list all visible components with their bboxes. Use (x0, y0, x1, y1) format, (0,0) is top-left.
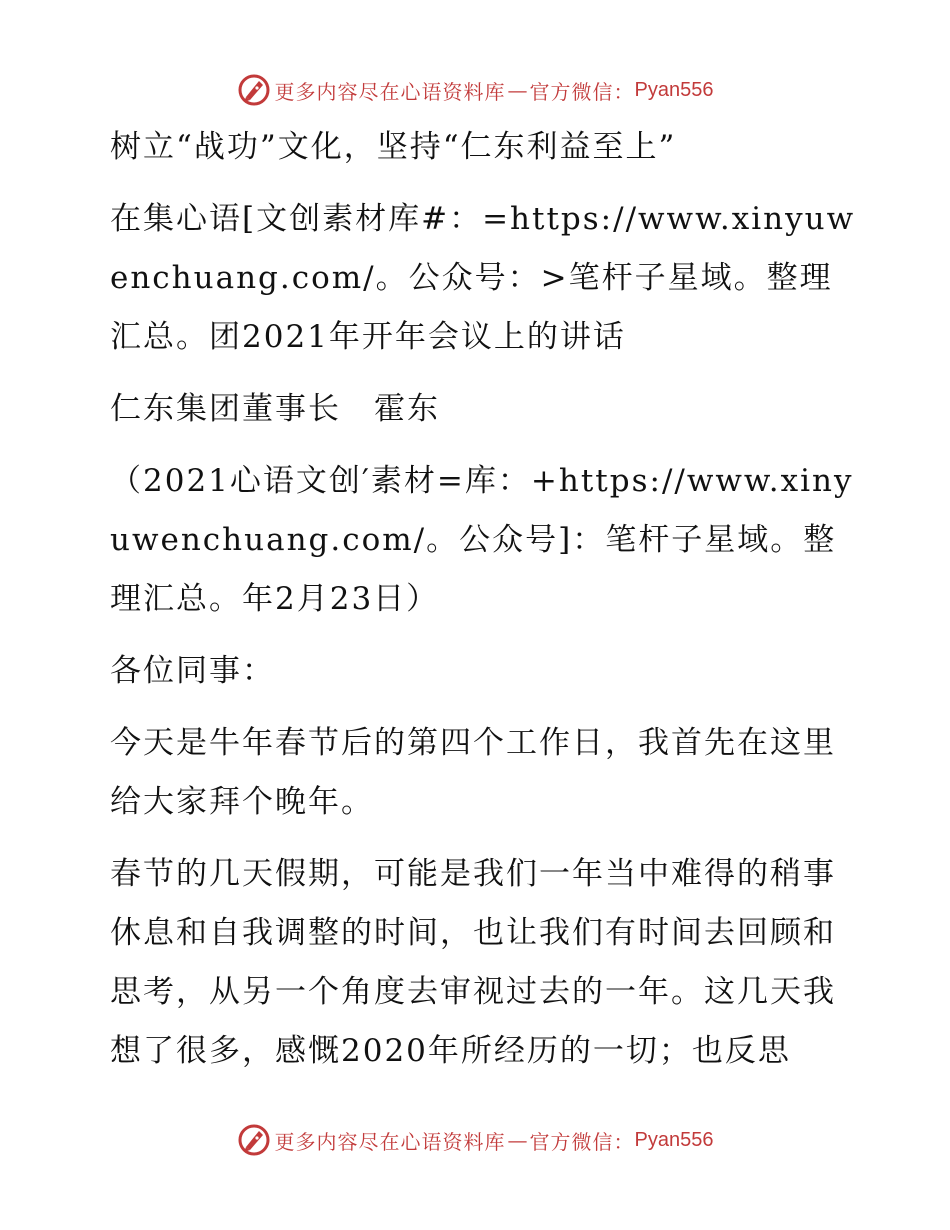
document-paragraph-1: 今天是牛年春节后的第四个工作日，我首先在这里给大家拜个晚年。 (110, 725, 836, 820)
document-paragraph-2: 春节的几天假期，可能是我们一年当中难得的稍事休息和自我调整的时间，也让我们有时间去回顾和思考，从另一个角度去审视过去的一年。这几天我想了很多，感慨2020年所经历的一切；也反思 (110, 856, 836, 1069)
banner-wechat-label: 官方微信： (529, 79, 635, 104)
document-author: 仁东集团董事长 霍东 (110, 391, 440, 427)
banner-wechat-id: Pyan556 (634, 1128, 714, 1151)
banner-text: 更多内容尽在心语资料库 (274, 79, 506, 104)
pen-nib-logo-icon (237, 73, 271, 107)
banner-separator: — (507, 78, 528, 102)
document-greeting: 各位同事： (110, 653, 275, 689)
banner-text: 更多内容尽在心语资料库 (274, 1129, 506, 1154)
document-title: 树立“战功”文化，坚持“仁东利益至上” (110, 129, 677, 165)
header-banner (0, 70, 950, 110)
banner-wechat-id: Pyan556 (634, 78, 714, 101)
banner-separator: — (507, 1128, 528, 1152)
document-intro: 在集心语[文创素材库#：=https://www.xinyuwenchuang.com/。公众号：>笔杆子星域。整理汇总。团2021年开年会议上的讲话 (110, 201, 856, 355)
banner-wechat-label: 官方微信： (529, 1129, 635, 1154)
document-date: （2021心语文创′素材=库：+https://www.xinyuwenchuang.com/。公众号]：笔杆子星域。整理汇总。年2月23日） (110, 463, 854, 617)
document-body (98, 118, 858, 1094)
pen-nib-logo-icon (237, 1123, 271, 1157)
footer-banner (0, 1120, 950, 1160)
